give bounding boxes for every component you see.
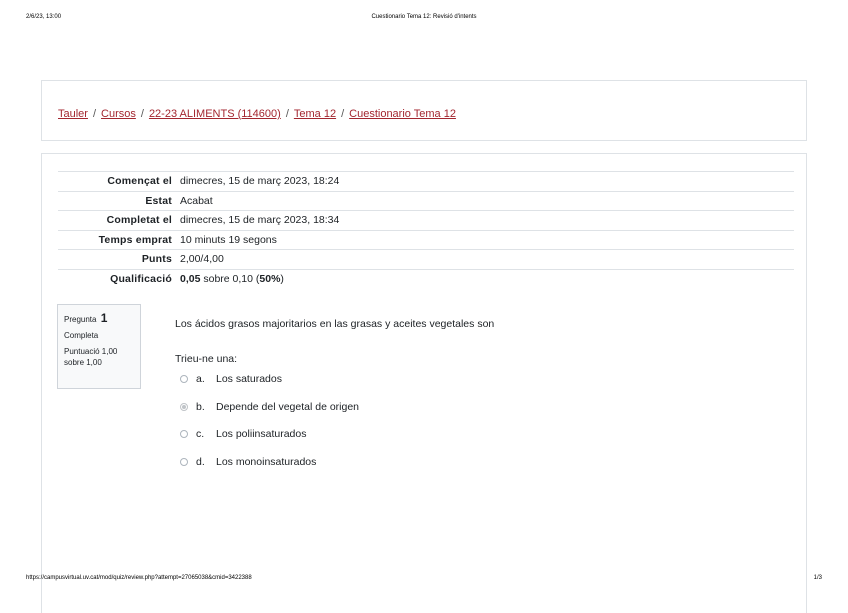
breadcrumb-cursos[interactable]: Cursos [101, 108, 136, 120]
print-date: 2/6/23, 13:00 [26, 14, 62, 20]
breadcrumb [58, 108, 456, 120]
question-no: 1 [100, 311, 108, 325]
summary-value: 2,00/4,00 [180, 253, 224, 266]
breadcrumb-separator: / [140, 108, 144, 120]
print-page-number: 1/3 [813, 575, 822, 581]
summary-label: Estat [145, 194, 172, 207]
attempt-summary-table [58, 171, 794, 289]
answer-prompt: Trieu-ne una: [175, 353, 238, 365]
grade-percent: 50% [259, 273, 281, 285]
summary-row-completed [58, 211, 794, 231]
print-title: Cuestionario Tema 12: Revisió d'intents [371, 14, 477, 20]
answer-option-d[interactable] [180, 456, 359, 484]
answer-text: Depende del vegetal de origen [216, 400, 360, 413]
question-info-box [57, 304, 141, 389]
summary-value: 10 minuts 19 segons [180, 233, 277, 246]
answer-list [180, 373, 359, 483]
answer-letter: b. [196, 400, 205, 413]
breadcrumb-quiz[interactable]: Cuestionario Tema 12 [349, 108, 456, 120]
answer-text: Los saturados [216, 373, 282, 385]
breadcrumb-separator: / [341, 108, 345, 120]
breadcrumb-tauler[interactable]: Tauler [58, 108, 88, 120]
print-footer [26, 575, 822, 585]
summary-value: dimecres, 15 de març 2023, 18:34 [180, 214, 340, 227]
summary-label: Punts [141, 253, 172, 266]
radio-button[interactable] [180, 458, 188, 466]
answer-option-b[interactable] [180, 401, 359, 429]
summary-row-grade [58, 269, 794, 289]
main-card [41, 153, 807, 613]
grade-close: ) [280, 273, 284, 285]
grade-value: 0,05 [180, 273, 201, 285]
answer-letter: a. [196, 373, 205, 385]
answer-option-a[interactable] [180, 373, 359, 401]
summary-row-state [58, 191, 794, 211]
radio-button-checked[interactable] [180, 403, 188, 411]
summary-label: Començat el [107, 175, 172, 188]
answer-text: Los poliinsaturados [216, 428, 307, 440]
summary-label: Completat el [106, 214, 172, 227]
summary-value [178, 269, 794, 289]
breadcrumb-separator: / [285, 108, 289, 120]
summary-label: Temps emprat [98, 233, 172, 246]
breadcrumb-topic[interactable]: Tema 12 [293, 108, 337, 120]
summary-row-points [58, 250, 794, 270]
grade-out-of: sobre 0,10 ( [200, 273, 260, 285]
summary-value: Acabat [180, 194, 213, 207]
print-url: https://campusvirtual.uv.cat/mod/quiz/review.php?attempt=27065038&cmid=3422388 [26, 575, 252, 581]
print-header [26, 14, 822, 24]
answer-letter: c. [196, 428, 205, 440]
answer-text: Los monoinsaturados [216, 455, 317, 468]
answer-option-c[interactable] [180, 428, 359, 456]
summary-row-started [58, 172, 794, 192]
answer-letter: d. [196, 455, 205, 468]
breadcrumb-course[interactable]: 22-23 ALIMENTS (114600) [148, 108, 281, 120]
question-number [64, 311, 134, 325]
breadcrumb-separator: / [92, 108, 97, 120]
question-state: Completa [64, 331, 99, 340]
question-text: Los ácidos grasos majoritarios en las grasas y aceites vegetales son [175, 318, 495, 330]
summary-row-time [58, 230, 794, 250]
summary-value: dimecres, 15 de març 2023, 18:24 [180, 175, 340, 188]
question-grade: Puntuació 1,00 sobre 1,00 [64, 347, 118, 367]
breadcrumb-card [41, 80, 807, 141]
radio-button[interactable] [180, 375, 188, 383]
question-label: Pregunta [64, 315, 97, 324]
summary-label: Qualificació [110, 273, 172, 285]
radio-button[interactable] [180, 430, 188, 438]
